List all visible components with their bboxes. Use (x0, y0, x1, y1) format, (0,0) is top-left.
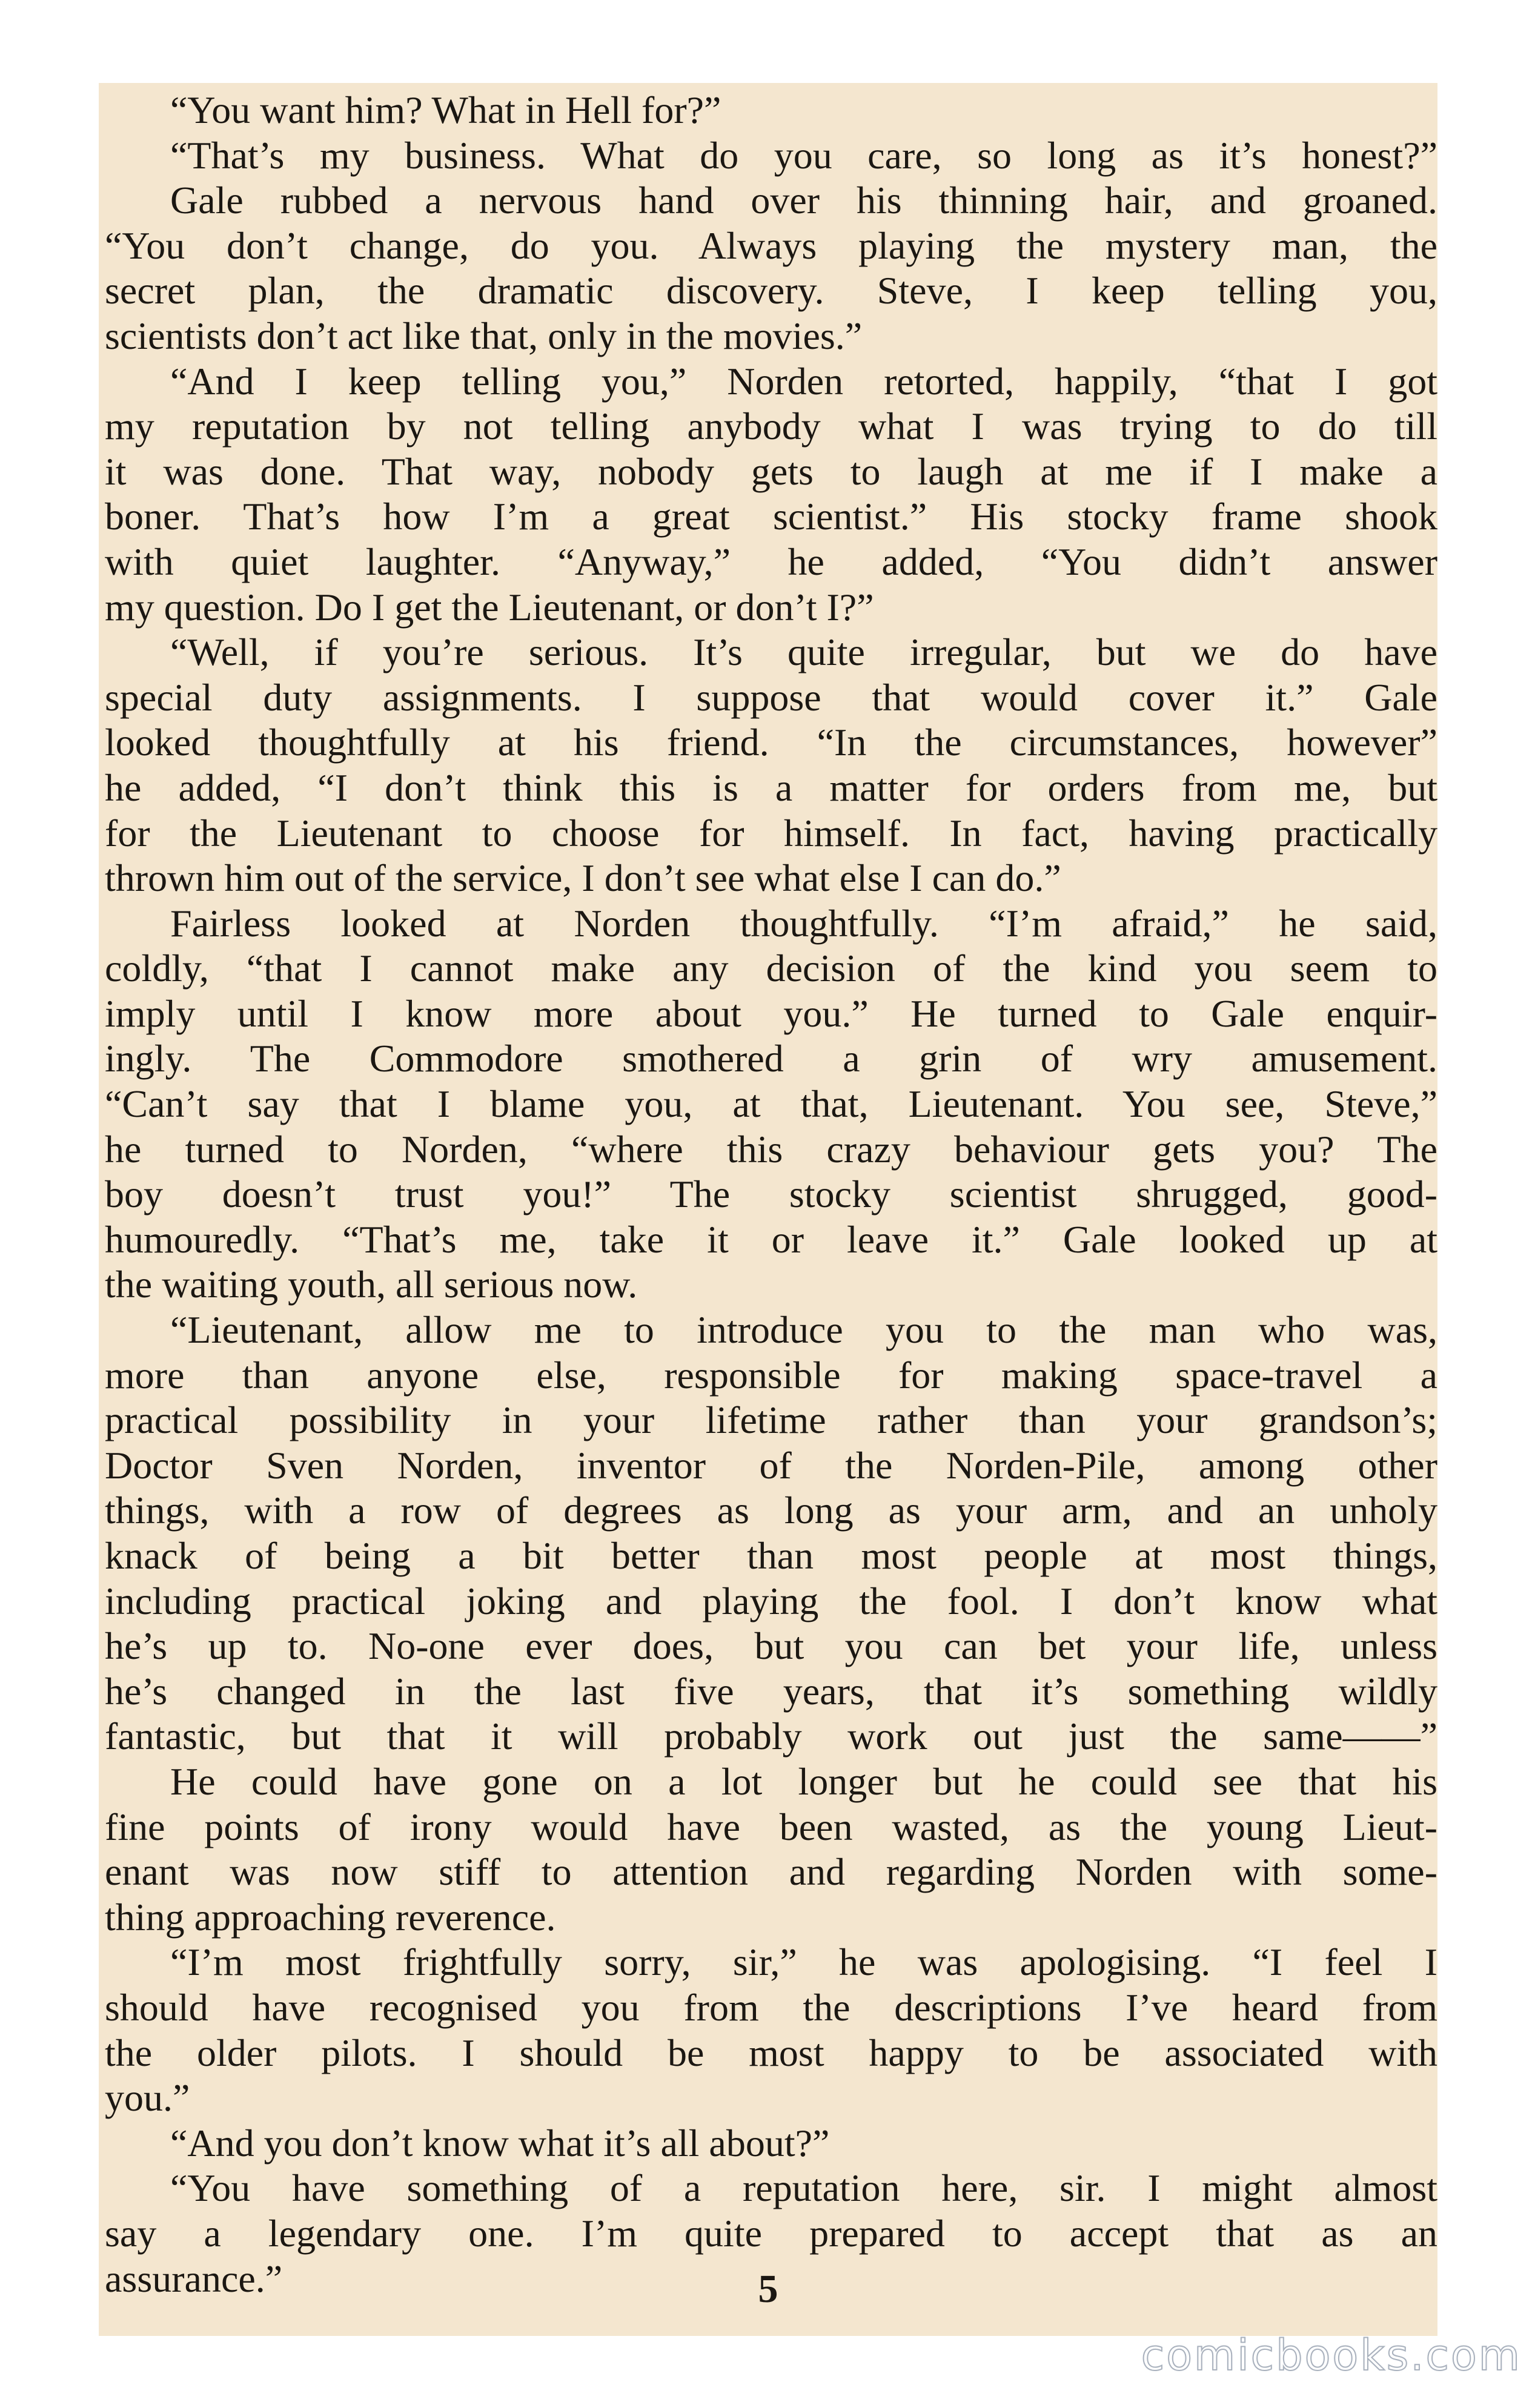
text-line: you.” (105, 2076, 190, 2120)
text-line: he’s up to. No-one ever does, but you can bet your life, unless (105, 1624, 1437, 1668)
book-page (99, 83, 1437, 2336)
text-line: imply until I know more about you.” He turned to Gale enquir- (105, 991, 1437, 1035)
text-line: he added, “I don’t think this is a matter for orders from me, but (105, 766, 1437, 809)
text-line: it was done. That way, nobody gets to laugh at me if I make a (105, 449, 1437, 493)
text-line: my question. Do I get the Lieutenant, or don’t I?” (105, 585, 874, 629)
text-line: he turned to Norden, “where this crazy behaviour gets you? The (105, 1127, 1437, 1171)
text-line: thrown him out of the service, I don’t see what else I can do.” (105, 856, 1061, 900)
text-line: enant was now stiff to attention and regarding Norden with some- (105, 1850, 1437, 1894)
text-line: thing approaching reverence. (105, 1895, 556, 1939)
text-line: He could have gone on a lot longer but he could see that his (170, 1759, 1437, 1803)
text-line: with quiet laughter. “Anyway,” he added, “You didn’t answer (105, 540, 1437, 583)
text-line: say a legendary one. I’m quite prepared to accept that as an (105, 2211, 1437, 2255)
text-line: fantastic, but that it will probably work out just the same——” (105, 1715, 1437, 1758)
text-line: assurance.” (105, 2257, 283, 2300)
text-line: my reputation by not telling anybody what I was trying to do till (105, 405, 1437, 448)
text-line: should have recognised you from the descriptions I’ve heard from (105, 1985, 1437, 2029)
text-line: coldly, “that I cannot make any decision of the kind you seem to (105, 947, 1437, 990)
watermark: comicbooks.com (1141, 2330, 1522, 2380)
page-text (99, 88, 1437, 2301)
text-line: humouredly. “That’s me, take it or leave it.” Gale looked up at (105, 1217, 1437, 1261)
text-line: more than anyone else, responsible for making space-travel a (105, 1353, 1437, 1397)
text-line: secret plan, the dramatic discovery. Steve, I keep telling you, (105, 269, 1437, 313)
text-line: he’s changed in the last five years, that it’s something wildly (105, 1669, 1437, 1713)
text-line: “Well, if you’re serious. It’s quite irregular, but we do have (170, 630, 1437, 674)
text-line: scientists don’t act like that, only in the movies.” (105, 314, 863, 357)
text-line: ingly. The Commodore smothered a grin of wry amusement. (105, 1037, 1437, 1080)
text-line: boy doesn’t trust you!” The stocky scientist shrugged, good- (105, 1173, 1437, 1216)
text-line: the waiting youth, all serious now. (105, 1263, 638, 1306)
text-line: things, with a row of degrees as long as your arm, and an unholy (105, 1489, 1437, 1532)
text-line: including practical joking and playing the fool. I don’t know what (105, 1579, 1437, 1622)
text-line: “You want him? What in Hell for?” (170, 88, 721, 131)
text-line: Fairless looked at Norden thoughtfully. “I’m afraid,” he said, (170, 901, 1437, 945)
text-line: boner. That’s how I’m a great scientist.” His stocky frame shook (105, 495, 1437, 538)
text-line: knack of being a bit better than most people at most things, (105, 1534, 1437, 1577)
text-line: Doctor Sven Norden, inventor of the Norden-Pile, among other (105, 1443, 1437, 1487)
text-line: special duty assignments. I suppose that would cover it.” Gale (105, 675, 1437, 719)
text-line: fine points of irony would have been wasted, as the young Lieut- (105, 1805, 1437, 1848)
text-line: practical possibility in your lifetime rather than your grandson’s; (105, 1398, 1437, 1442)
text-line: “And you don’t know what it’s all about?” (170, 2121, 830, 2165)
text-line: “Can’t say that I blame you, at that, Lieutenant. You see, Steve,” (105, 1082, 1437, 1126)
page-number: 5 (758, 2267, 778, 2311)
text-line: Gale rubbed a nervous hand over his thinning hair, and groaned. (170, 179, 1437, 222)
text-line: for the Lieutenant to choose for himself. In fact, having practically (105, 811, 1437, 855)
text-line: “That’s my business. What do you care, so long as it’s honest?” (170, 133, 1437, 177)
text-line: “You have something of a reputation here, sir. I might almost (170, 2166, 1437, 2210)
text-line: looked thoughtfully at his friend. “In the circumstances, however” (105, 721, 1437, 764)
text-line: “And I keep telling you,” Norden retorted, happily, “that I got (170, 359, 1437, 403)
text-line: the older pilots. I should be most happy to be associated with (105, 2031, 1437, 2074)
text-line: “I’m most frightfully sorry, sir,” he was apologising. “I feel I (170, 1940, 1437, 1984)
text-line: “Lieutenant, allow me to introduce you to the man who was, (170, 1308, 1437, 1352)
text-line: “You don’t change, do you. Always playing the mystery man, the (105, 223, 1437, 267)
